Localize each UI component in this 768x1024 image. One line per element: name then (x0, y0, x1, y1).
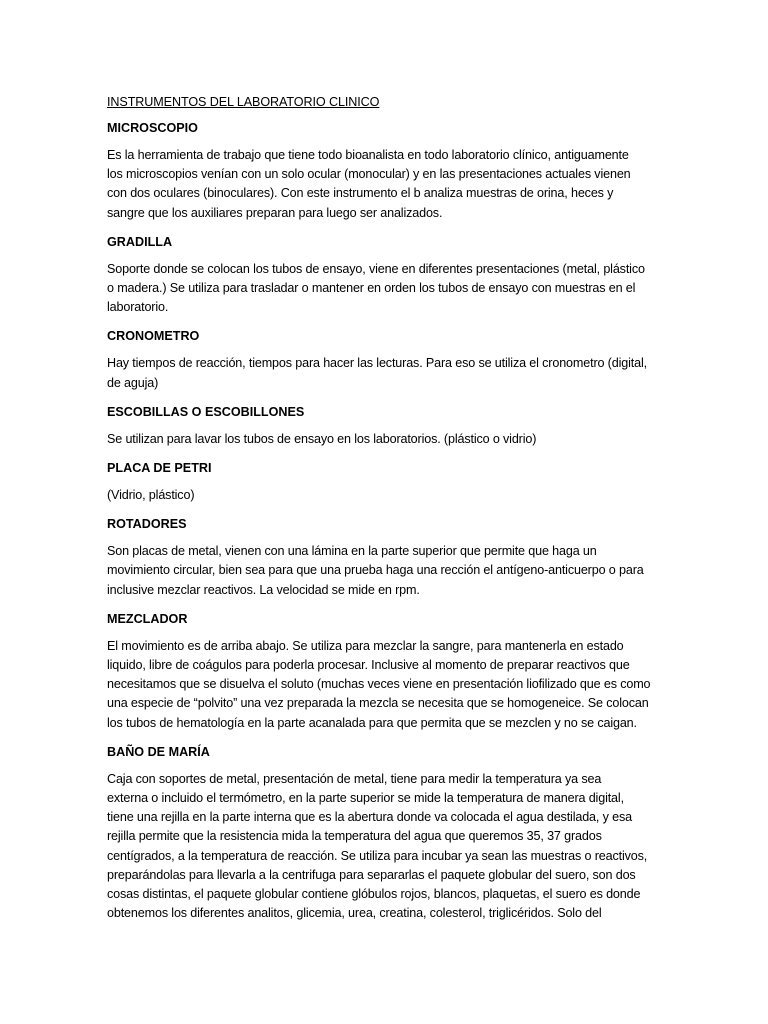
paragraph-line: movimiento circular, bien sea para que una prueba haga una rección el antígeno-anticuerpo o para (107, 563, 644, 578)
section-paragraph-escobillas (107, 430, 667, 449)
paragraph-line: Caja con soportes de metal, presentación de metal, tiene para medir la temperatura ya sea (107, 771, 602, 786)
paragraph-line: Se utilizan para lavar los tubos de ensayo en los laboratorios. (plástico o vidrio) (107, 431, 537, 446)
paragraph-line: preparándolas para llevarla a la centrifuga para separarlas el paquete globular del suero, son dos (107, 867, 636, 882)
paragraph-line: Soporte donde se colocan los tubos de ensayo, viene en diferentes presentaciones (metal, plástico (107, 261, 645, 276)
paragraph-line: liquido, libre de coágulos para poderla procesar. Inclusive al momento de preparar reactivos que (107, 658, 630, 673)
paragraph-line: Son placas de metal, vienen con una lámina en la parte superior que permite que haga un (107, 544, 597, 559)
section-paragraph-rotadores (107, 542, 667, 600)
section-paragraph-cronometro (107, 354, 667, 392)
section-heading-gradilla: GRADILLA (107, 234, 173, 249)
document-page (107, 94, 667, 934)
paragraph-line: obtenemos los diferentes analitos, glicemia, urea, creatina, colesterol, triglicéridos. Solo del (107, 906, 602, 921)
paragraph-line: Hay tiempos de reacción, tiempos para hacer las lecturas. Para eso se utiliza el cronometro (digital, (107, 356, 647, 371)
section-heading-cronometro: CRONOMETRO (107, 329, 200, 344)
paragraph-line: externa o incluido el termómetro, en la parte superior se mide la temperatura de manera digital, (107, 791, 624, 806)
document-title: INSTRUMENTOS DEL LABORATORIO CLINICO (107, 95, 380, 109)
section-heading-placa-de-petri: PLACA DE PETRI (107, 461, 212, 476)
paragraph-line: (Vidrio, plástico) (107, 488, 195, 503)
paragraph-line: con dos oculares (binoculares). Con este instrumento el b analiza muestras de orina, heces y (107, 186, 614, 201)
section-heading-bano-de-maria: BAÑO DE MARÍA (107, 744, 210, 759)
paragraph-line: El movimiento es de arriba abajo. Se utiliza para mezclar la sangre, para mantenerla en estado (107, 638, 624, 653)
paragraph-line: o madera.) Se utiliza para trasladar o mantener en orden los tubos de ensayo con muestras en el (107, 281, 636, 296)
paragraph-line: inclusive mezclar reactivos. La velocidad se mide en rpm. (107, 582, 420, 597)
paragraph-line: una especie de “polvito” una vez preparada la mezcla se necesita que se homogeneice. Se colocan (107, 696, 649, 711)
section-paragraph-microscopio (107, 146, 667, 223)
paragraph-line: los microscopios venían con un solo ocular (monocular) y en las presentaciones actuales vienen (107, 167, 631, 182)
section-paragraph-placa-de-petri (107, 486, 667, 505)
paragraph-line: rejilla permite que la resistencia mida la temperatura del agua que queremos 35, 37 grados (107, 829, 602, 844)
section-paragraph-gradilla (107, 260, 667, 318)
paragraph-line: cosas distintas, el paquete globular contiene glóbulos rojos, blancos, plaquetas, el suero es donde (107, 887, 641, 902)
section-heading-microscopio: MICROSCOPIO (107, 121, 198, 135)
paragraph-line: Es la herramienta de trabajo que tiene todo bioanalista en todo laboratorio clínico, antiguamente (107, 148, 629, 162)
paragraph-line: centígrados, a la temperatura de reacción. Se utiliza para incubar ya sean las muestras o reactivos, (107, 848, 648, 863)
section-paragraph-mezclador (107, 637, 667, 733)
section-heading-rotadores: ROTADORES (107, 517, 187, 532)
paragraph-line: necesitamos que se disuelva el soluto (muchas veces viene en presentación liofilizado que es como (107, 677, 651, 692)
paragraph-line: tiene una rejilla en la parte interna que es la abertura donde va colocada el agua destilada, y esa (107, 810, 632, 825)
paragraph-line: sangre que los auxiliares preparan para luego ser analizados. (107, 205, 443, 220)
section-heading-mezclador: MEZCLADOR (107, 611, 188, 626)
paragraph-line: laboratorio. (107, 300, 169, 315)
paragraph-line: de aguja) (107, 375, 159, 390)
paragraph-line: los tubos de hematología en la parte acanalada para que permita que se mezclen y no se caigan. (107, 715, 637, 730)
section-heading-escobillas: ESCOBILLAS O ESCOBILLONES (107, 404, 305, 419)
section-paragraph-bano-de-maria (107, 770, 667, 924)
